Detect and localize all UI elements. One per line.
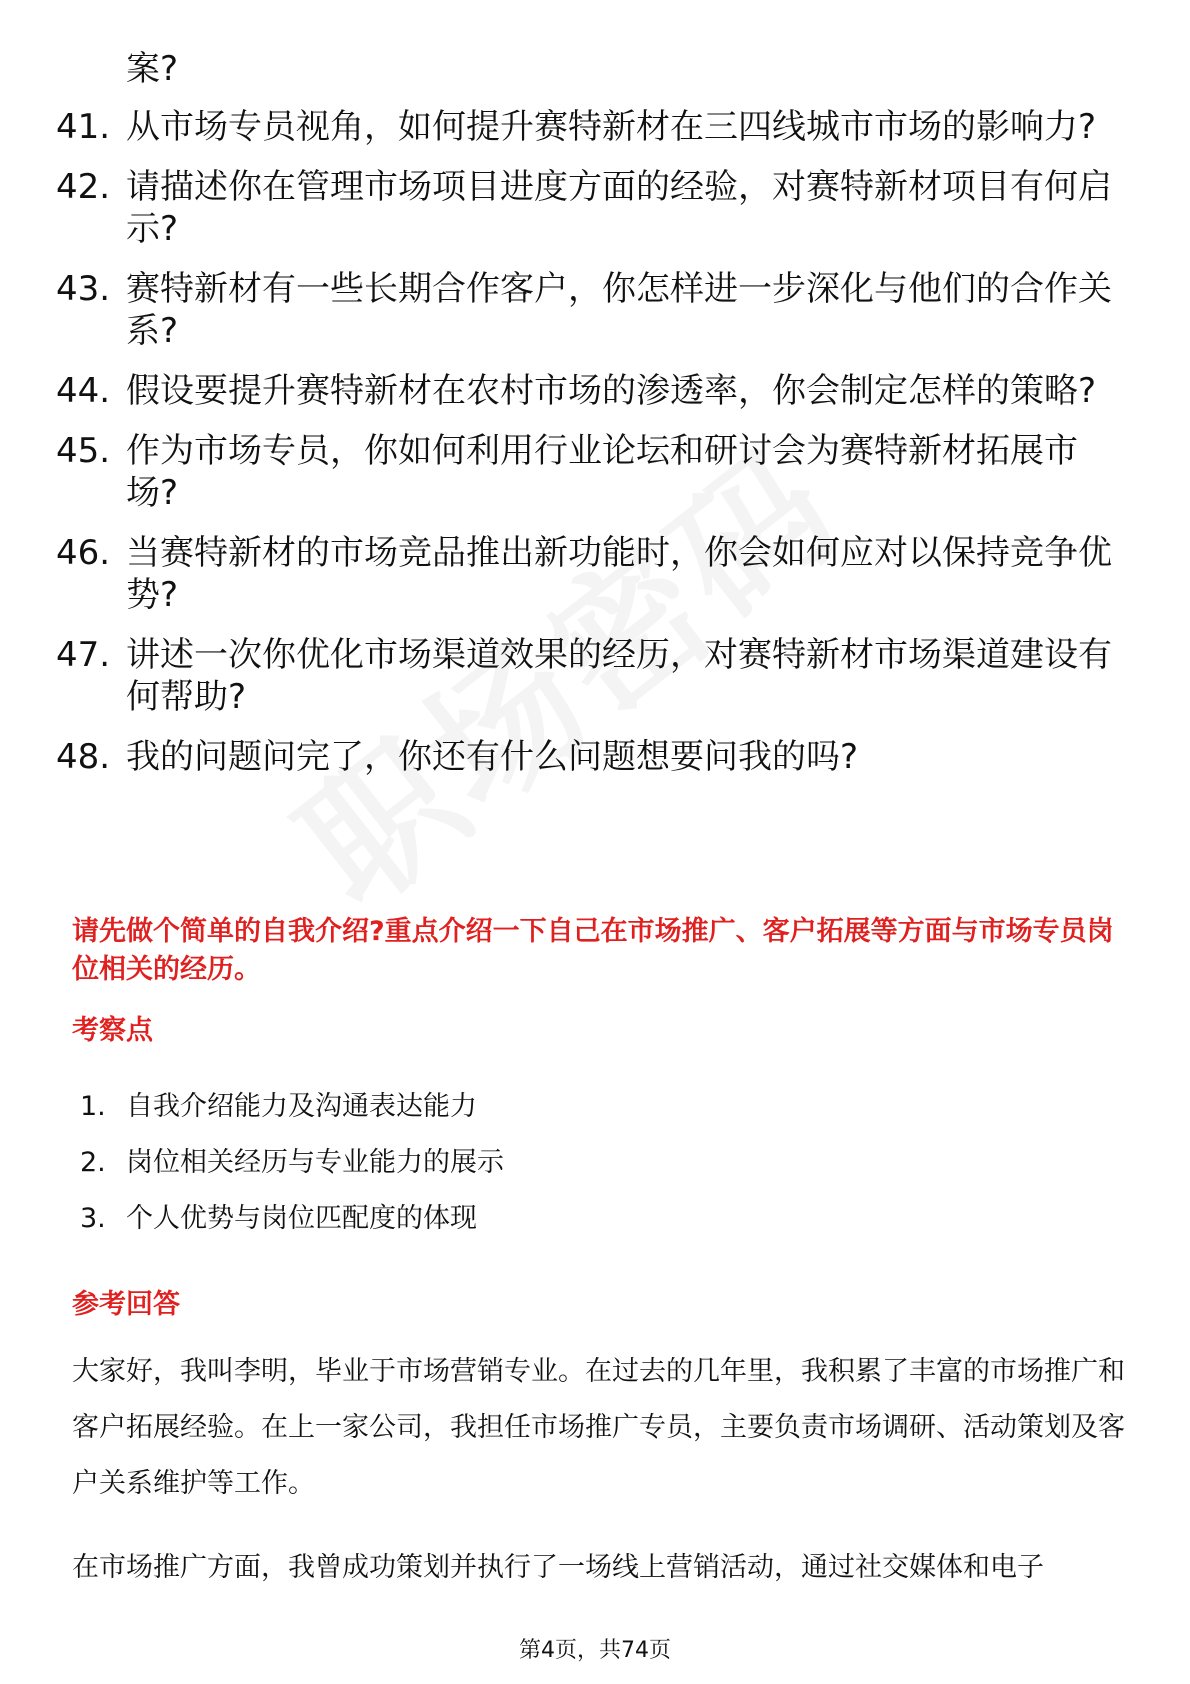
point-number: 2. bbox=[80, 1147, 106, 1178]
point-text: 个人优势与岗位匹配度的体现 bbox=[126, 1203, 477, 1234]
point-text: 岗位相关经历与专业能力的展示 bbox=[126, 1147, 504, 1178]
assessment-heading: 考察点 bbox=[72, 1015, 153, 1046]
answer-paragraph: 在市场推广方面，我曾成功策划并执行了一场线上营销活动，通过社交媒体和电子 bbox=[72, 1552, 1044, 1583]
question-text: 作为市场专员，你如何利用行业论坛和研讨会为赛特新材拓展市场? bbox=[126, 431, 1078, 513]
list-item bbox=[80, 1144, 1080, 1182]
question-number: 48. bbox=[56, 737, 111, 777]
list-item bbox=[80, 1200, 1080, 1238]
question-number: 45. bbox=[56, 431, 111, 471]
page-footer: 第4页，共74页 bbox=[519, 1638, 671, 1663]
list-item bbox=[56, 268, 1116, 352]
point-number: 3. bbox=[80, 1203, 106, 1234]
list-item bbox=[80, 1088, 1080, 1126]
list-item bbox=[56, 430, 1116, 514]
continuation-text: 案? bbox=[126, 49, 179, 89]
question-number: 42. bbox=[56, 167, 111, 207]
question-text: 请描述你在管理市场项目进度方面的经验，对赛特新材项目有何启示? bbox=[126, 167, 1112, 249]
question-list bbox=[56, 106, 1116, 796]
answer-heading: 参考回答 bbox=[72, 1289, 180, 1320]
question-text: 我的问题问完了，你还有什么问题想要问我的吗? bbox=[126, 737, 859, 777]
question-number: 41. bbox=[56, 107, 111, 147]
list-item bbox=[56, 532, 1116, 616]
list-item bbox=[56, 634, 1116, 718]
question-number: 47. bbox=[56, 635, 111, 675]
point-text: 自我介绍能力及沟通表达能力 bbox=[126, 1091, 477, 1122]
question-number: 44. bbox=[56, 371, 111, 411]
question-number: 46. bbox=[56, 533, 111, 573]
assessment-points bbox=[80, 1088, 1080, 1256]
list-item bbox=[56, 166, 1116, 250]
question-text: 当赛特新材的市场竞品推出新功能时，你会如何应对以保持竞争优势? bbox=[126, 533, 1112, 615]
question-text: 赛特新材有一些长期合作客户，你怎样进一步深化与他们的合作关系? bbox=[126, 269, 1112, 351]
question-number: 43. bbox=[56, 269, 111, 309]
featured-question: 请先做个简单的自我介绍?重点介绍一下自己在市场推广、客户拓展等方面与市场专员岗位相关的经历。 bbox=[72, 916, 1114, 985]
question-text: 讲述一次你优化市场渠道效果的经历，对赛特新材市场渠道建设有何帮助? bbox=[126, 635, 1112, 717]
question-text: 从市场专员视角，如何提升赛特新材在三四线城市市场的影响力? bbox=[126, 107, 1097, 147]
list-item bbox=[56, 736, 1116, 778]
point-number: 1. bbox=[80, 1091, 106, 1122]
list-item bbox=[56, 106, 1116, 148]
answer-paragraph: 大家好，我叫李明，毕业于市场营销专业。在过去的几年里，我积累了丰富的市场推广和客户拓展经验。在上一家公司，我担任市场推广专员，主要负责市场调研、活动策划及客户关系维护等工作。 bbox=[72, 1356, 1125, 1499]
list-item bbox=[56, 370, 1116, 412]
question-text: 假设要提升赛特新材在农村市场的渗透率，你会制定怎样的策略? bbox=[126, 371, 1097, 411]
